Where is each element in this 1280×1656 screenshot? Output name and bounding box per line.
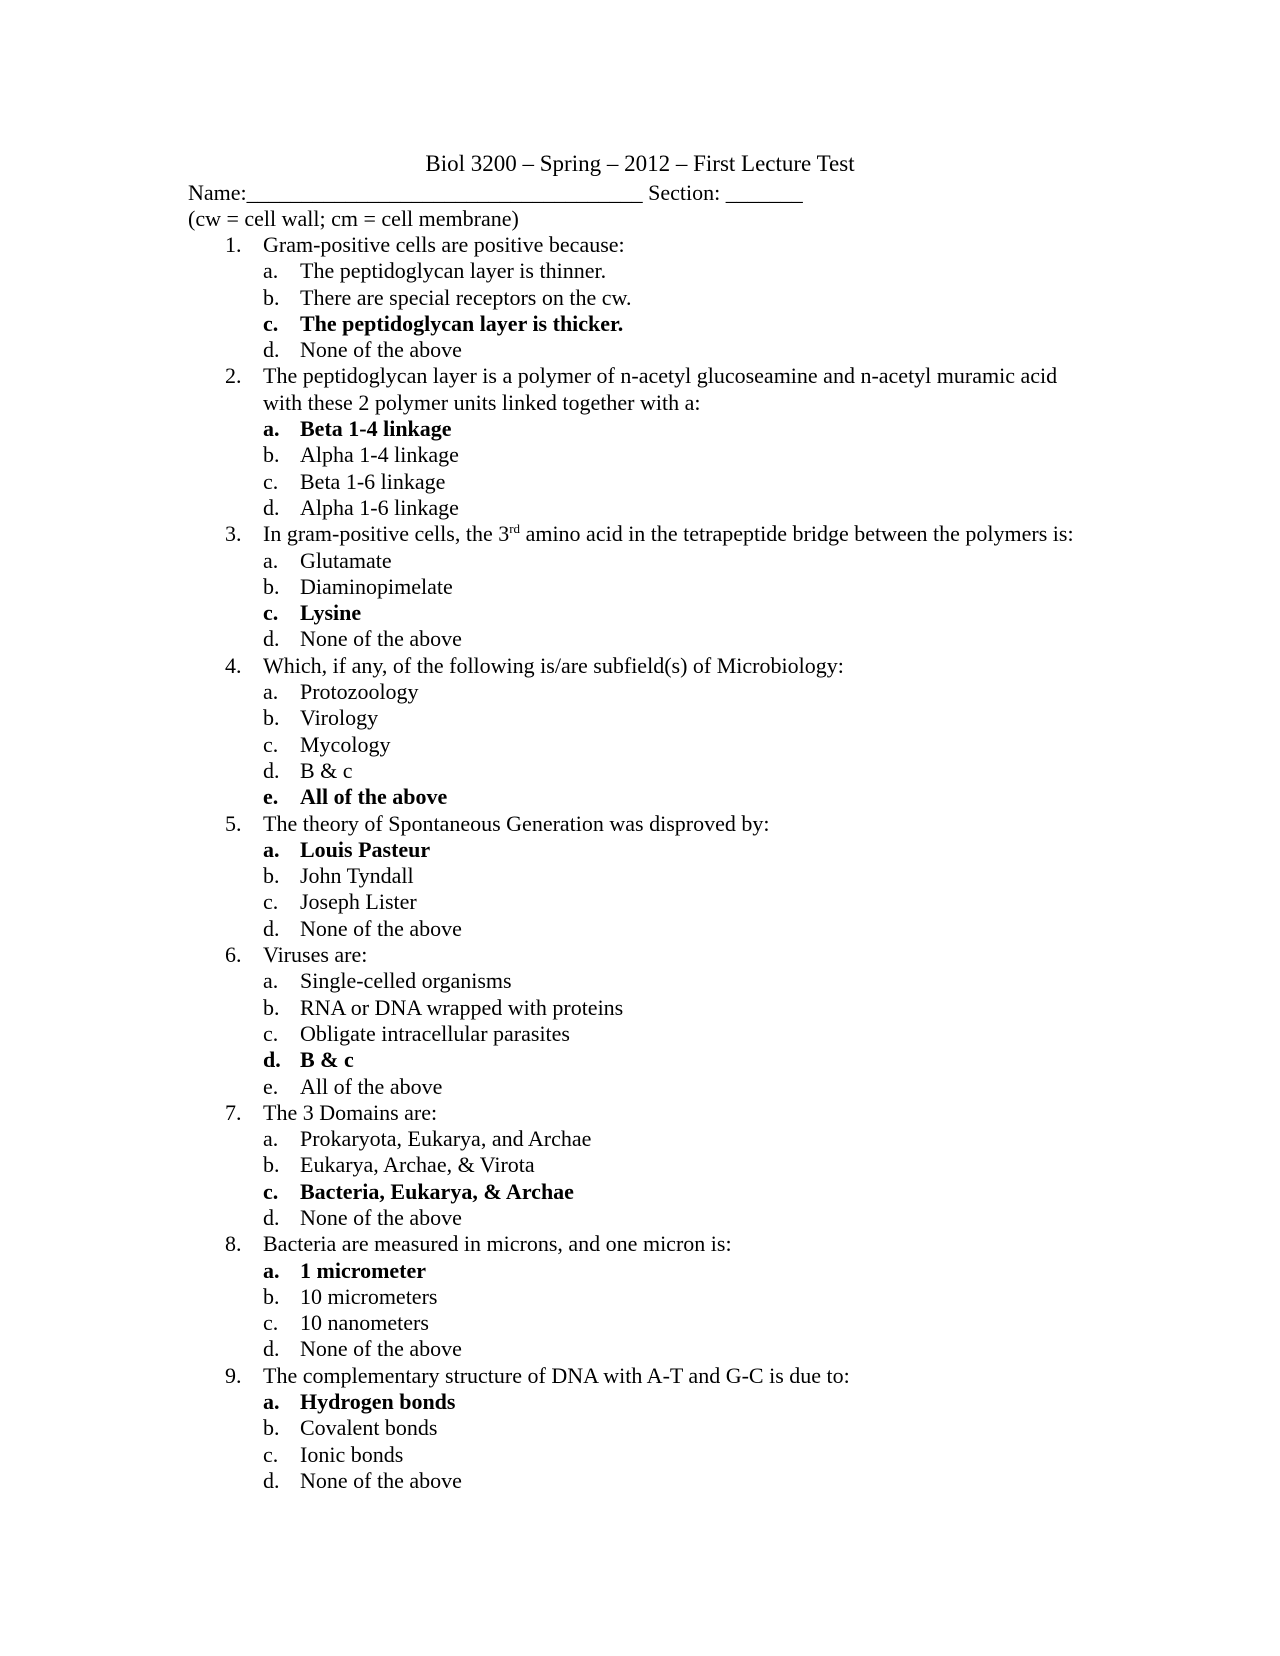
answer-option xyxy=(0,1415,1280,1441)
option-text: The peptidoglycan layer is thicker. xyxy=(300,310,624,336)
answer-option xyxy=(0,469,1280,495)
answer-option xyxy=(0,837,1280,863)
option-letter: c. xyxy=(263,468,279,494)
answer-option xyxy=(0,285,1280,311)
page-title: Biol 3200 – Spring – 2012 – First Lecture Test xyxy=(425,151,855,176)
answer-option xyxy=(0,1205,1280,1231)
option-text: Lysine xyxy=(300,600,362,626)
question-number: 7. xyxy=(225,1099,242,1125)
option-text: All of the above xyxy=(300,1073,443,1099)
option-letter: c. xyxy=(263,1178,279,1204)
answer-option xyxy=(0,995,1280,1021)
option-letter: d. xyxy=(263,494,280,520)
option-letter: b. xyxy=(263,442,280,468)
option-text: Single-celled organisms xyxy=(300,968,512,994)
option-letter: d. xyxy=(263,1467,280,1493)
option-text: Eukarya, Archae, & Virota xyxy=(300,1152,535,1178)
answer-option xyxy=(0,1021,1280,1047)
answer-option xyxy=(0,311,1280,337)
option-letter: c. xyxy=(263,731,279,757)
option-letter: e. xyxy=(263,784,279,810)
option-text: None of the above xyxy=(300,1336,462,1362)
question-5 xyxy=(0,811,1280,942)
option-text: The peptidoglycan layer is thinner. xyxy=(300,258,607,284)
question-4 xyxy=(0,653,1280,811)
name-field: Name:____________________________________ xyxy=(188,180,643,205)
option-text: B & c xyxy=(300,1047,354,1073)
question-1 xyxy=(0,232,1280,363)
question-9 xyxy=(0,1363,1280,1494)
question-text: The complementary structure of DNA with A-T and G-C is due to: xyxy=(263,1362,850,1388)
question-text: Bacteria are measured in microns, and one micron is: xyxy=(263,1231,732,1257)
answer-option xyxy=(0,916,1280,942)
option-text: None of the above xyxy=(300,1204,462,1230)
option-letter: e. xyxy=(263,1073,279,1099)
option-letter: c. xyxy=(263,1020,279,1046)
question-stem xyxy=(0,1363,1093,1389)
option-letter: d. xyxy=(263,1204,280,1230)
answer-option xyxy=(0,442,1280,468)
option-text: 10 nanometers xyxy=(300,1310,429,1336)
option-text: Hydrogen bonds xyxy=(300,1389,456,1415)
option-letter: d. xyxy=(263,1047,281,1073)
option-letter: b. xyxy=(263,994,280,1020)
question-number: 9. xyxy=(225,1362,242,1388)
option-text: All of the above xyxy=(300,784,448,810)
answer-option xyxy=(0,626,1280,652)
option-text: B & c xyxy=(300,757,353,783)
answer-option xyxy=(0,758,1280,784)
option-letter: d. xyxy=(263,915,280,941)
option-text: There are special receptors on the cw. xyxy=(300,284,632,310)
option-letter: c. xyxy=(263,1441,279,1467)
question-stem xyxy=(0,653,1093,679)
option-text: Beta 1-6 linkage xyxy=(300,468,446,494)
option-text: 1 micrometer xyxy=(300,1257,427,1283)
option-text: Bacteria, Eukarya, & Archae xyxy=(300,1178,574,1204)
question-number: 2. xyxy=(225,363,242,389)
question-8 xyxy=(0,1231,1280,1362)
question-stem xyxy=(0,1100,1093,1126)
answer-option xyxy=(0,1179,1280,1205)
question-text: The peptidoglycan layer is a polymer of n-acetyl glucoseamine and n-acetyl muramic acid with these 2 polymer units linked together with a: xyxy=(263,363,1058,415)
option-letter: b. xyxy=(263,1283,280,1309)
question-number: 6. xyxy=(225,942,242,968)
question-3 xyxy=(0,521,1280,652)
option-letter: a. xyxy=(263,547,279,573)
answer-option xyxy=(0,1310,1280,1336)
answer-option xyxy=(0,705,1280,731)
option-letter: a. xyxy=(263,968,279,994)
question-number: 3. xyxy=(225,521,242,547)
answer-option xyxy=(0,1284,1280,1310)
option-text: Ionic bonds xyxy=(300,1441,404,1467)
option-text: None of the above xyxy=(300,626,462,652)
answer-option xyxy=(0,600,1280,626)
answer-option xyxy=(0,574,1280,600)
option-letter: a. xyxy=(263,836,280,862)
option-letter: b. xyxy=(263,1415,280,1441)
option-text: Diaminopimelate xyxy=(300,573,453,599)
option-text: Alpha 1-4 linkage xyxy=(300,442,459,468)
option-letter: b. xyxy=(263,1152,280,1178)
option-letter: b. xyxy=(263,284,280,310)
option-letter: b. xyxy=(263,573,280,599)
option-text: None of the above xyxy=(300,915,462,941)
answer-option xyxy=(0,1074,1280,1100)
option-letter: c. xyxy=(263,1310,279,1336)
option-text: Beta 1-4 linkage xyxy=(300,416,452,442)
option-letter: b. xyxy=(263,863,280,889)
question-text: Viruses are: xyxy=(263,942,368,968)
question-number: 5. xyxy=(225,810,242,836)
option-text: Protozoology xyxy=(300,679,419,705)
option-letter: c. xyxy=(263,310,279,336)
name-section-line xyxy=(188,180,803,206)
option-text: Covalent bonds xyxy=(300,1415,438,1441)
answer-option xyxy=(0,784,1280,810)
answer-option xyxy=(0,1389,1280,1415)
option-letter: c. xyxy=(263,600,279,626)
answer-option xyxy=(0,548,1280,574)
option-letter: a. xyxy=(263,1389,280,1415)
option-text: Alpha 1-6 linkage xyxy=(300,494,459,520)
section-field: Section: _______ xyxy=(648,180,803,205)
question-stem xyxy=(0,942,1093,968)
answer-option xyxy=(0,416,1280,442)
answer-option xyxy=(0,679,1280,705)
option-letter: a. xyxy=(263,1126,279,1152)
option-letter: a. xyxy=(263,1257,280,1283)
answer-option xyxy=(0,732,1280,758)
option-text: Prokaryota, Eukarya, and Archae xyxy=(300,1126,592,1152)
option-text: John Tyndall xyxy=(300,863,414,889)
option-letter: a. xyxy=(263,258,279,284)
option-letter: d. xyxy=(263,757,280,783)
question-stem xyxy=(0,521,1093,547)
option-text: None of the above xyxy=(300,337,462,363)
answer-option xyxy=(0,968,1280,994)
question-stem xyxy=(0,232,1093,258)
question-text-continued: amino acid in the tetrapeptide bridge between the polymers is: xyxy=(520,521,1074,547)
option-letter: c. xyxy=(263,889,279,915)
option-letter: d. xyxy=(263,337,280,363)
abbreviation-legend: (cw = cell wall; cm = cell membrane) xyxy=(188,206,519,231)
question-7 xyxy=(0,1100,1280,1231)
answer-option xyxy=(0,889,1280,915)
option-text: None of the above xyxy=(300,1467,462,1493)
question-2 xyxy=(0,363,1280,521)
question-stem xyxy=(0,363,1093,416)
answer-option xyxy=(0,495,1280,521)
answer-option xyxy=(0,1258,1280,1284)
ordinal-superscript: rd xyxy=(509,521,521,537)
answer-option xyxy=(0,1442,1280,1468)
question-text: In gram-positive cells, the 3 xyxy=(263,521,510,547)
question-text: The theory of Spontaneous Generation was disproved by: xyxy=(263,810,770,836)
question-text: Which, if any, of the following is/are subfield(s) of Microbiology: xyxy=(263,652,844,678)
question-number: 8. xyxy=(225,1231,242,1257)
answer-option xyxy=(0,337,1280,363)
question-number: 4. xyxy=(225,652,242,678)
question-number: 1. xyxy=(225,232,242,257)
option-letter: d. xyxy=(263,626,280,652)
option-text: Louis Pasteur xyxy=(300,836,431,862)
question-stem xyxy=(0,811,1093,837)
option-letter: b. xyxy=(263,705,280,731)
option-letter: d. xyxy=(263,1336,280,1362)
option-text: Joseph Lister xyxy=(300,889,417,915)
option-letter: a. xyxy=(263,679,279,705)
answer-option xyxy=(0,863,1280,889)
answer-option xyxy=(0,258,1280,284)
question-text: The 3 Domains are: xyxy=(263,1099,438,1125)
option-text: RNA or DNA wrapped with proteins xyxy=(300,994,624,1020)
option-text: Obligate intracellular parasites xyxy=(300,1020,570,1046)
option-text: Glutamate xyxy=(300,547,392,573)
option-text: Mycology xyxy=(300,731,391,757)
option-text: Virology xyxy=(300,705,379,731)
option-text: 10 micrometers xyxy=(300,1283,438,1309)
answer-option xyxy=(0,1336,1280,1362)
answer-option xyxy=(0,1047,1280,1073)
question-6 xyxy=(0,942,1280,1100)
question-stem xyxy=(0,1231,1093,1257)
answer-option xyxy=(0,1152,1280,1178)
question-list xyxy=(0,232,1280,1494)
option-letter: a. xyxy=(263,416,280,442)
answer-option xyxy=(0,1468,1280,1494)
question-text: Gram-positive cells are positive because: xyxy=(263,232,625,257)
answer-option xyxy=(0,1126,1280,1152)
